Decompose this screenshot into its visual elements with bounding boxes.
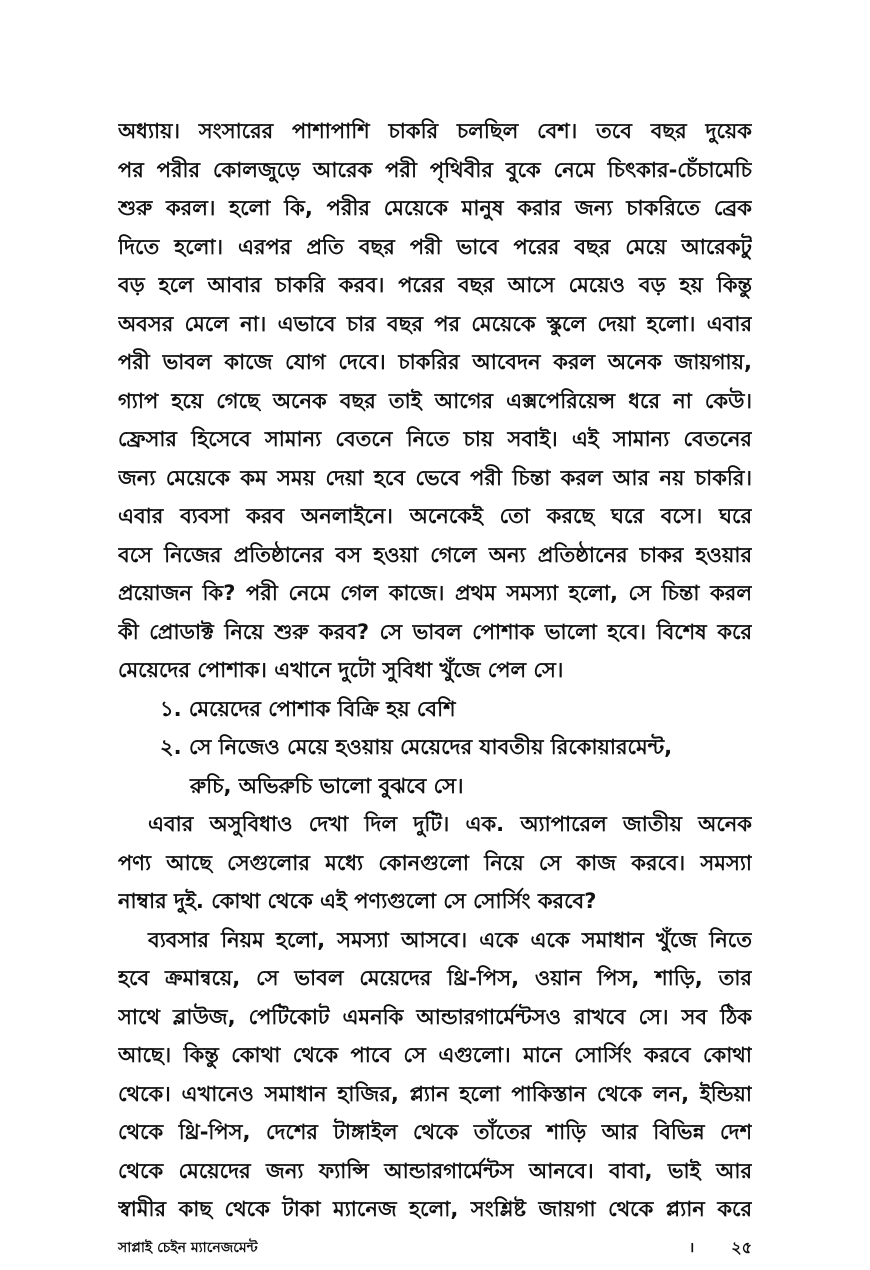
list-item-2: ২. সে নিজেও মেয়ে হওয়ায় মেয়েদের যাবতীয় রিকোয়ারমেন্ট, [160, 735, 673, 759]
paragraph-line: এবার অসুবিধাও দেখা দিল দুটি। এক. অ্যাপারেল জাতীয় অনেক [148, 812, 752, 836]
page-number: ২৫ [731, 1238, 752, 1257]
paragraph-line: থেকে মেয়েদের জন্য ফ্যান্সি আন্ডারগার্মেন্টস আনবে। বাবা, ভাই আর [118, 1158, 752, 1183]
paragraph-line: থেকে। এখানেও সমাধান হাজির, প্ল্যান হলো পাকিস্তান থেকে লন, ইন্ডিয়া [118, 1081, 752, 1106]
paragraph-line: নাম্বার দুই. কোথা থেকে এই পণ্যগুলো সে সোর্সিং করবে? [118, 889, 597, 913]
paragraph-line: পণ্য আছে সেগুলোর মধ্যে কোনগুলো নিয়ে সে কাজ করবে। সমস্যা [118, 850, 752, 875]
list-item-1: ১. মেয়েদের পোশাক বিক্রি হয় বেশি [160, 696, 456, 721]
paragraph-line: বড় হলে আবার চাকরি করব। পরের বছর আসে মেয়েও বড় হয় কিন্তু [118, 273, 752, 297]
paragraph-line: প্রয়োজন কি? পরী নেমে গেল কাজে। প্রথম সমস্যা হলো, সে চিন্তা করল [118, 581, 752, 605]
paragraph-line: এবার ব্যবসা করব অনলাইনে। অনেকেই তো করছে ঘরে বসে। ঘরে [118, 504, 752, 528]
paragraph-line: হবে ক্রমান্বয়ে, সে ভাবল মেয়েদের থ্রি-পিস, ওয়ান পিস, শাড়ি, তার [118, 966, 752, 990]
running-title: সাপ্লাই চেইন ম্যানেজমেন্ট [118, 1240, 258, 1256]
paragraph-line: শুরু করল। হলো কি, পরীর মেয়েকে মানুষ করার জন্য চাকরিতে ব্রেক [118, 196, 752, 220]
paragraph-line: অধ্যায়। সংসারের পাশাপাশি চাকরি চলছিল বেশ। তবে বছর দুয়েক [118, 119, 752, 143]
paragraph-line: মেয়েদের পোশাক। এখানে দুটো সুবিধা খুঁজে পেল সে। [118, 658, 564, 682]
paragraph-line: দিতে হলো। এরপর প্রতি বছর পরী ভাবে পরের বছর মেয়ে আরেকটু [118, 234, 752, 259]
paragraph-line: স্বামীর কাছ থেকে টাকা ম্যানেজ হলো, সংশ্লিষ্ট জায়গা থেকে প্ল্যান করে [118, 1197, 752, 1221]
paragraph-line: গ্যাপ হয়ে গেছে অনেক বছর তাই আগের এক্সপেরিয়েন্স ধরে না কেউ। [118, 388, 752, 413]
paragraph-line: সাথে ব্লাউজ, পেটিকোট এমনকি আন্ডারগার্মেন্টসও রাখবে সে। সব ঠিক [118, 1004, 752, 1029]
paragraph-line: আছে। কিন্তু কোথা থেকে পাবে সে এগুলো। মানে সোর্সিং করবে কোথা [118, 1043, 752, 1067]
paragraph-line: জন্য মেয়েকে কম সময় দেয়া হবে ভেবে পরী চিন্তা করল আর নয় চাকরি। [118, 465, 752, 490]
paragraph-line: পরী ভাবল কাজে যোগ দেবে। চাকরির আবেদন করল অনেক জায়গায়, [118, 350, 752, 374]
paragraph-line: ফ্রেসার হিসেবে সামান্য বেতনে নিতে চায় সবাই। এই সামান্য বেতনের [118, 427, 752, 451]
paragraph-line: ব্যবসার নিয়ম হলো, সমস্যা আসবে। একে একে সমাধান খুঁজে নিতে [148, 927, 752, 952]
paragraph-line: বসে নিজের প্রতিষ্ঠানের বস হওয়া গেলে অন্য প্রতিষ্ঠানের চাকর হওয়ার [118, 542, 752, 567]
page-footer [118, 1236, 752, 1260]
paragraph-line: থেকে থ্রি-পিস, দেশের টাঙ্গাইল থেকে তাঁতের শাড়ি আর বিভিন্ন দেশ [118, 1120, 752, 1144]
paragraph-line: কী প্রোডাক্ট নিয়ে শুরু করব? সে ভাবল পোশাক ভালো হবে। বিশেষ করে [118, 619, 752, 644]
body-text [118, 112, 752, 1229]
list-item-2-continuation: রুচি, অভিরুচি ভালো বুঝবে সে। [190, 773, 464, 798]
paragraph-line: পর পরীর কোলজুড়ে আরেক পরী পৃথিবীর বুকে নেমে চিৎকার-চেঁচামেচি [118, 157, 752, 182]
paragraph-line: অবসর মেলে না। এভাবে চার বছর পর মেয়েকে স্কুলে দেয়া হলো। এবার [118, 311, 752, 336]
footer-separator: । [689, 1240, 695, 1256]
